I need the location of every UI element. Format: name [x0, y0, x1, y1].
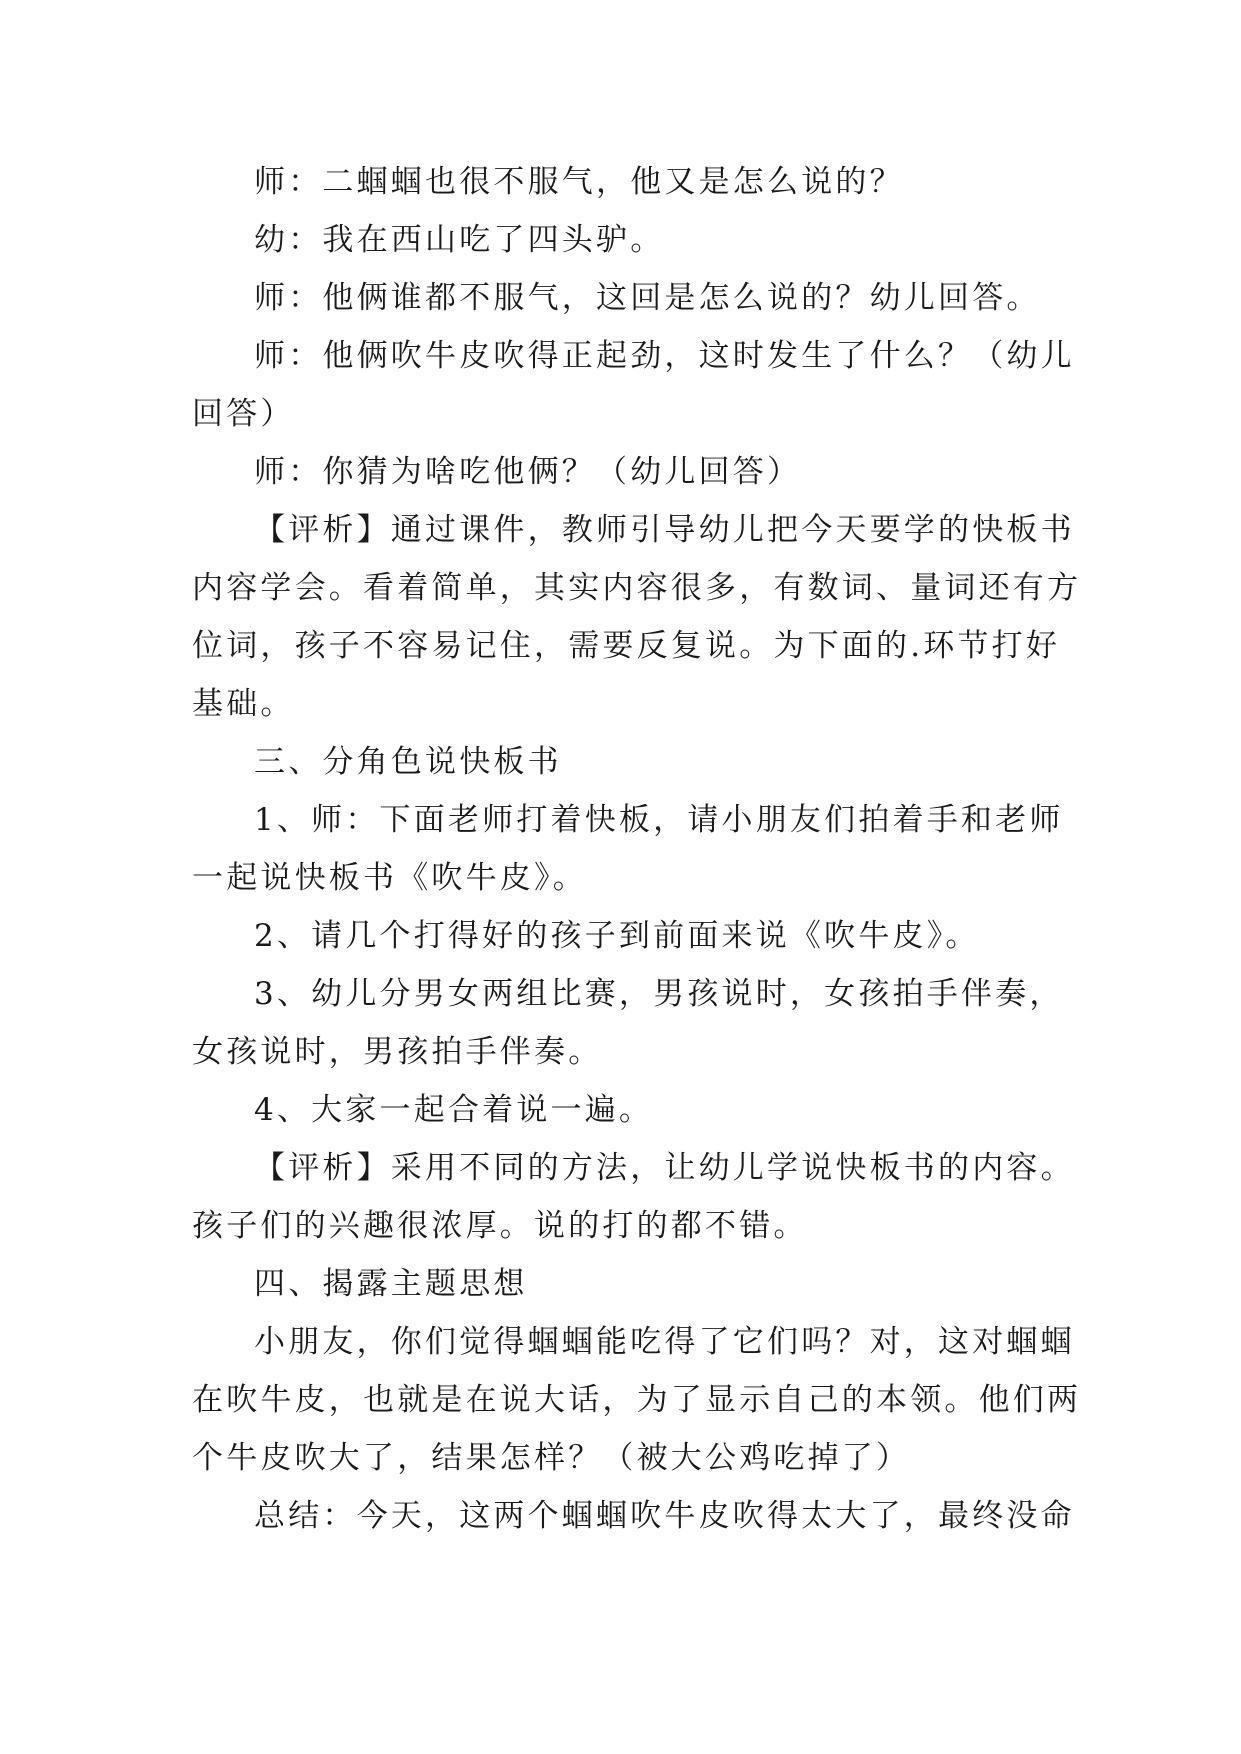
- text-line: 4、大家一起合着说一遍。: [254, 1092, 654, 1128]
- text-line: 师：你猜为啥吃他俩？（幼儿回答）: [254, 454, 802, 490]
- paragraph: [192, 269, 1052, 327]
- text-line: 回答）: [192, 396, 295, 432]
- text-line: 四、揭露主题思想: [254, 1266, 528, 1302]
- section-heading: [192, 1255, 1052, 1313]
- text-line: 总结：今天，这两个蝈蝈吹牛皮吹得太大了，最终没命: [254, 1498, 1075, 1534]
- text-line: 师：他俩谁都不服气，这回是怎么说的？幼儿回答。: [254, 280, 1041, 316]
- text-line: 【评析】通过课件，教师引导幼儿把今天要学的快板书: [254, 512, 1075, 548]
- paragraph: [192, 791, 1064, 907]
- paragraph: [192, 1139, 1075, 1255]
- paragraph: [192, 153, 1052, 211]
- paragraph: [192, 1081, 1052, 1139]
- text-line: 个牛皮吹大了，结果怎样？（被大公鸡吃掉了）: [192, 1440, 911, 1476]
- paragraph: [192, 1313, 1082, 1487]
- paragraph: [192, 965, 1064, 1081]
- text-line: 1、师：下面老师打着快板，请小朋友们拍着手和老师: [254, 802, 1064, 838]
- text-line: 内容学会。看着简单，其实内容很多，有数词、量词还有方: [192, 570, 1082, 606]
- paragraph: [192, 907, 1052, 965]
- text-line: 【评析】采用不同的方法，让幼儿学说快板书的内容。: [254, 1150, 1075, 1186]
- text-line: 三、分角色说快板书: [254, 744, 562, 780]
- paragraph: [192, 501, 1082, 733]
- text-line: 基础。: [192, 686, 295, 722]
- document-body: [192, 153, 1082, 1545]
- paragraph: [192, 1487, 1075, 1545]
- text-line: 女孩说时，男孩拍手伴奏。: [192, 1034, 603, 1070]
- text-line: 师：二蝈蝈也很不服气，他又是怎么说的？: [254, 164, 904, 200]
- paragraph: [192, 327, 1075, 443]
- text-line: 师：他俩吹牛皮吹得正起劲，这时发生了什么？（幼儿: [254, 338, 1075, 374]
- text-line: 位词，孩子不容易记住，需要反复说。为下面的.环节打好: [192, 628, 1061, 664]
- text-line: 一起说快板书《吹牛皮》。: [192, 860, 587, 896]
- paragraph: [192, 211, 1052, 269]
- paragraph: [192, 443, 1052, 501]
- text-line: 在吹牛皮，也就是在说大话，为了显示自己的本领。他们两: [192, 1382, 1082, 1418]
- text-line: 2、请几个打得好的孩子到前面来说《吹牛皮》。: [254, 918, 980, 954]
- text-line: 孩子们的兴趣很浓厚。说的打的都不错。: [192, 1208, 808, 1244]
- section-heading: [192, 733, 1052, 791]
- text-line: 小朋友，你们觉得蝈蝈能吃得了它们吗？对，这对蝈蝈: [254, 1324, 1075, 1360]
- text-line: 3、幼儿分男女两组比赛，男孩说时，女孩拍手伴奏，: [254, 976, 1064, 1012]
- text-line: 幼：我在西山吃了四头驴。: [254, 222, 665, 258]
